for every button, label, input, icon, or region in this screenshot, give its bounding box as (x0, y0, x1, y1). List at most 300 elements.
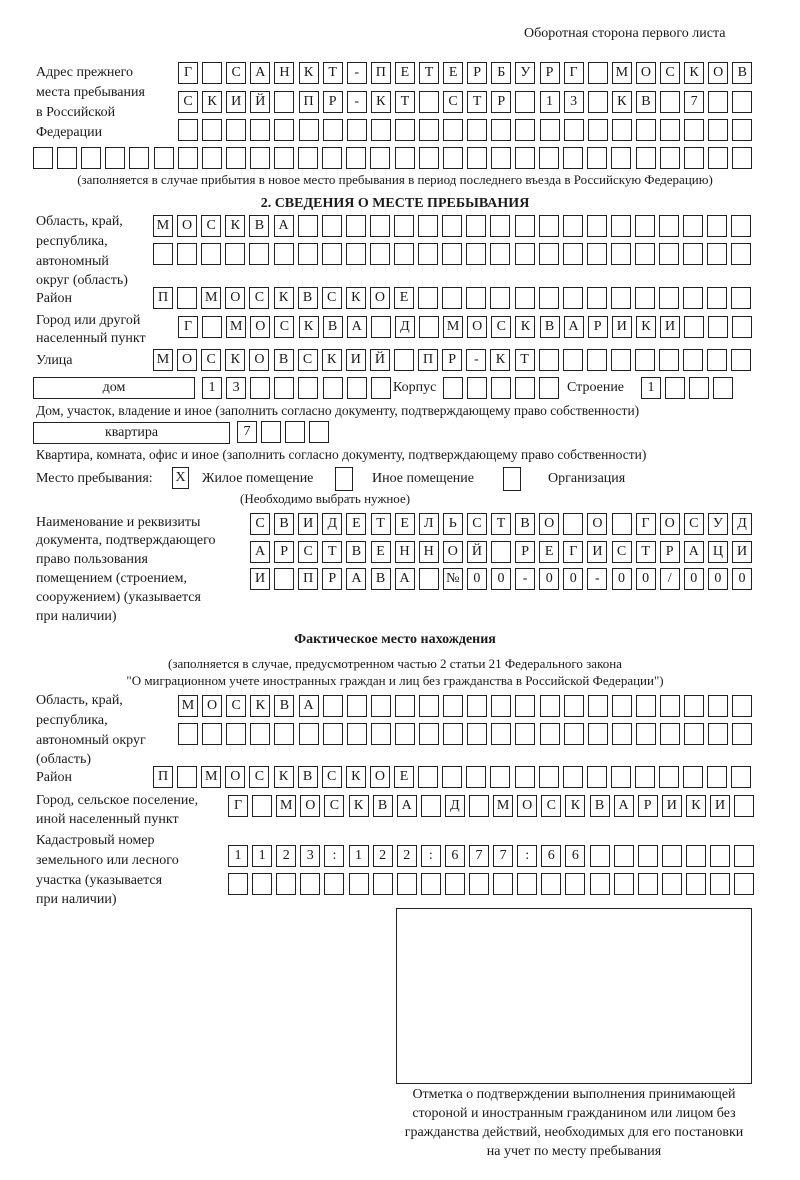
char-cell[interactable] (442, 766, 462, 788)
char-cell[interactable]: О (225, 287, 245, 309)
char-cell[interactable]: У (515, 62, 535, 84)
char-cell[interactable]: Р (660, 541, 680, 563)
char-cell[interactable] (636, 695, 656, 717)
char-cell[interactable] (612, 723, 632, 745)
char-cell[interactable]: О (250, 316, 270, 338)
char-cell[interactable] (153, 243, 173, 265)
char-cell[interactable] (539, 377, 559, 399)
char-cell[interactable]: О (202, 695, 222, 717)
char-cell[interactable]: С (324, 795, 344, 817)
char-cell[interactable]: О (517, 795, 537, 817)
char-cell[interactable] (612, 513, 632, 535)
char-cell[interactable] (539, 766, 559, 788)
char-cell[interactable] (665, 377, 685, 399)
char-cell[interactable] (469, 873, 489, 895)
char-cell[interactable] (635, 215, 655, 237)
char-cell[interactable] (250, 119, 270, 141)
char-cell[interactable] (732, 316, 752, 338)
char-cell[interactable]: - (466, 349, 486, 371)
char-cell[interactable] (660, 147, 680, 169)
char-cell[interactable] (177, 766, 197, 788)
char-cell[interactable]: : (517, 845, 537, 867)
char-cell[interactable]: Е (371, 541, 391, 563)
char-cell[interactable] (611, 766, 631, 788)
char-cell[interactable] (638, 845, 658, 867)
char-cell[interactable] (274, 243, 294, 265)
char-cell[interactable]: Г (228, 795, 248, 817)
char-cell[interactable]: 2 (276, 845, 296, 867)
char-cell[interactable]: 1 (252, 845, 272, 867)
char-cell[interactable] (515, 119, 535, 141)
char-cell[interactable] (539, 349, 559, 371)
char-cell[interactable] (323, 377, 343, 399)
char-cell[interactable] (636, 723, 656, 745)
char-cell[interactable]: П (153, 287, 173, 309)
char-cell[interactable] (419, 568, 439, 590)
char-cell[interactable] (587, 215, 607, 237)
char-cell[interactable] (202, 316, 222, 338)
char-cell[interactable] (202, 62, 222, 84)
char-cell[interactable]: И (662, 795, 682, 817)
char-cell[interactable]: К (346, 766, 366, 788)
char-cell[interactable] (249, 243, 269, 265)
char-cell[interactable] (418, 243, 438, 265)
char-cell[interactable] (708, 695, 728, 717)
char-cell[interactable] (539, 287, 559, 309)
char-cell[interactable]: 0 (539, 568, 559, 590)
char-cell[interactable]: В (540, 316, 560, 338)
char-cell[interactable] (587, 349, 607, 371)
char-cell[interactable]: 2 (397, 845, 417, 867)
char-cell[interactable] (635, 349, 655, 371)
char-cell[interactable]: 0 (467, 568, 487, 590)
char-cell[interactable] (252, 873, 272, 895)
char-cell[interactable] (659, 349, 679, 371)
char-cell[interactable] (394, 243, 414, 265)
char-cell[interactable] (732, 91, 752, 113)
char-cell[interactable]: К (565, 795, 585, 817)
char-cell[interactable] (689, 377, 709, 399)
char-cell[interactable] (226, 723, 246, 745)
char-cell[interactable] (298, 243, 318, 265)
char-cell[interactable]: В (249, 215, 269, 237)
char-cell[interactable]: И (732, 541, 752, 563)
char-cell[interactable]: С (201, 215, 221, 237)
char-cell[interactable] (225, 243, 245, 265)
char-cell[interactable]: В (298, 287, 318, 309)
char-cell[interactable] (710, 873, 730, 895)
char-cell[interactable]: С (612, 541, 632, 563)
char-cell[interactable]: № (443, 568, 463, 590)
char-cell[interactable] (274, 723, 294, 745)
char-cell[interactable] (443, 119, 463, 141)
char-cell[interactable] (565, 873, 585, 895)
char-cell[interactable]: Т (636, 541, 656, 563)
char-cell[interactable]: К (250, 695, 270, 717)
char-cell[interactable] (659, 243, 679, 265)
char-cell[interactable]: М (226, 316, 246, 338)
char-cell[interactable] (540, 119, 560, 141)
char-cell[interactable]: К (274, 766, 294, 788)
char-cell[interactable]: А (395, 568, 415, 590)
char-cell[interactable]: Г (178, 316, 198, 338)
char-cell[interactable] (590, 845, 610, 867)
char-cell[interactable] (419, 91, 439, 113)
char-cell[interactable] (707, 243, 727, 265)
char-cell[interactable]: С (226, 695, 246, 717)
char-cell[interactable]: - (515, 568, 535, 590)
char-cell[interactable] (734, 873, 754, 895)
char-cell[interactable] (563, 215, 583, 237)
char-cell[interactable]: / (660, 568, 680, 590)
char-cell[interactable]: Р (540, 62, 560, 84)
char-cell[interactable] (394, 349, 414, 371)
char-cell[interactable]: С (249, 287, 269, 309)
char-cell[interactable] (539, 147, 559, 169)
char-cell[interactable] (395, 119, 415, 141)
char-cell[interactable]: Е (395, 62, 415, 84)
char-cell[interactable]: О (443, 541, 463, 563)
char-cell[interactable]: 0 (612, 568, 632, 590)
char-cell[interactable]: Г (636, 513, 656, 535)
char-cell[interactable] (300, 873, 320, 895)
char-cell[interactable] (587, 287, 607, 309)
char-cell[interactable]: В (636, 91, 656, 113)
char-cell[interactable]: Р (515, 541, 535, 563)
char-cell[interactable] (660, 695, 680, 717)
char-cell[interactable]: 1 (228, 845, 248, 867)
char-cell[interactable] (419, 723, 439, 745)
char-cell[interactable]: А (397, 795, 417, 817)
char-cell[interactable] (636, 119, 656, 141)
char-cell[interactable] (418, 215, 438, 237)
char-cell[interactable] (684, 316, 704, 338)
stay-option-organization-checkbox[interactable] (503, 467, 521, 491)
char-cell[interactable] (177, 243, 197, 265)
char-cell[interactable]: 7 (493, 845, 513, 867)
char-cell[interactable]: Е (443, 62, 463, 84)
char-cell[interactable]: 6 (445, 845, 465, 867)
char-cell[interactable]: 1 (349, 845, 369, 867)
char-cell[interactable]: С (684, 513, 704, 535)
char-cell[interactable] (491, 119, 511, 141)
char-cell[interactable]: С (178, 91, 198, 113)
char-cell[interactable]: Р (588, 316, 608, 338)
char-cell[interactable] (419, 316, 439, 338)
char-cell[interactable]: Й (467, 541, 487, 563)
char-cell[interactable] (635, 766, 655, 788)
char-cell[interactable]: О (177, 349, 197, 371)
char-cell[interactable]: Т (491, 513, 511, 535)
char-cell[interactable] (684, 119, 704, 141)
char-cell[interactable]: С (298, 349, 318, 371)
char-cell[interactable] (274, 377, 294, 399)
char-cell[interactable] (442, 215, 462, 237)
char-cell[interactable] (564, 723, 584, 745)
char-cell[interactable]: П (371, 62, 391, 84)
char-cell[interactable] (250, 377, 270, 399)
char-cell[interactable] (731, 349, 751, 371)
char-cell[interactable]: 7 (469, 845, 489, 867)
char-cell[interactable] (324, 873, 344, 895)
char-cell[interactable]: 2 (373, 845, 393, 867)
char-cell[interactable]: М (612, 62, 632, 84)
char-cell[interactable]: Д (445, 795, 465, 817)
char-cell[interactable] (370, 243, 390, 265)
char-cell[interactable] (371, 723, 391, 745)
char-cell[interactable] (683, 766, 703, 788)
char-cell[interactable] (708, 316, 728, 338)
stay-option-other-checkbox[interactable] (335, 467, 353, 491)
char-cell[interactable]: Д (322, 513, 342, 535)
char-cell[interactable]: К (202, 91, 222, 113)
char-cell[interactable]: С (467, 513, 487, 535)
char-cell[interactable] (274, 91, 294, 113)
char-cell[interactable] (274, 119, 294, 141)
char-cell[interactable]: В (373, 795, 393, 817)
char-cell[interactable]: Е (394, 766, 414, 788)
char-cell[interactable]: Т (395, 91, 415, 113)
char-cell[interactable]: К (349, 795, 369, 817)
char-cell[interactable]: Р (467, 62, 487, 84)
char-cell[interactable]: - (587, 568, 607, 590)
char-cell[interactable] (611, 243, 631, 265)
char-cell[interactable] (515, 287, 535, 309)
char-cell[interactable] (683, 215, 703, 237)
char-cell[interactable]: 0 (708, 568, 728, 590)
char-cell[interactable] (226, 147, 246, 169)
char-cell[interactable]: Б (491, 62, 511, 84)
char-cell[interactable]: А (564, 316, 584, 338)
char-cell[interactable]: Р (491, 91, 511, 113)
char-cell[interactable] (466, 766, 486, 788)
char-cell[interactable] (683, 243, 703, 265)
char-cell[interactable] (298, 147, 318, 169)
char-cell[interactable] (418, 766, 438, 788)
char-cell[interactable] (707, 766, 727, 788)
char-cell[interactable]: Р (442, 349, 462, 371)
char-cell[interactable]: Д (395, 316, 415, 338)
char-cell[interactable] (515, 147, 535, 169)
char-cell[interactable] (563, 349, 583, 371)
char-cell[interactable] (491, 541, 511, 563)
char-cell[interactable]: А (250, 541, 270, 563)
char-cell[interactable]: Л (419, 513, 439, 535)
char-cell[interactable] (708, 147, 728, 169)
char-cell[interactable]: 0 (491, 568, 511, 590)
char-cell[interactable]: Р (322, 568, 342, 590)
char-cell[interactable] (81, 147, 101, 169)
char-cell[interactable]: С (322, 766, 342, 788)
char-cell[interactable]: Т (371, 513, 391, 535)
char-cell[interactable] (322, 215, 342, 237)
char-cell[interactable]: А (346, 568, 366, 590)
char-cell[interactable]: А (614, 795, 634, 817)
char-cell[interactable]: А (250, 62, 270, 84)
char-cell[interactable] (708, 723, 728, 745)
char-cell[interactable] (515, 215, 535, 237)
char-cell[interactable] (346, 147, 366, 169)
char-cell[interactable] (421, 795, 441, 817)
char-cell[interactable]: 1 (540, 91, 560, 113)
char-cell[interactable] (660, 723, 680, 745)
char-cell[interactable] (707, 349, 727, 371)
char-cell[interactable] (323, 119, 343, 141)
char-cell[interactable]: О (370, 287, 390, 309)
char-cell[interactable] (346, 243, 366, 265)
char-cell[interactable]: - (347, 91, 367, 113)
char-cell[interactable]: Н (274, 62, 294, 84)
char-cell[interactable]: И (660, 316, 680, 338)
char-cell[interactable]: О (660, 513, 680, 535)
char-cell[interactable] (708, 119, 728, 141)
char-cell[interactable]: Е (394, 287, 414, 309)
char-cell[interactable]: К (299, 316, 319, 338)
char-cell[interactable] (515, 91, 535, 113)
char-cell[interactable] (614, 873, 634, 895)
char-cell[interactable]: В (515, 513, 535, 535)
char-cell[interactable]: 3 (300, 845, 320, 867)
char-cell[interactable]: Р (638, 795, 658, 817)
char-cell[interactable] (587, 766, 607, 788)
char-cell[interactable] (178, 723, 198, 745)
char-cell[interactable] (373, 873, 393, 895)
char-cell[interactable] (443, 377, 463, 399)
char-cell[interactable] (611, 215, 631, 237)
char-cell[interactable] (686, 873, 706, 895)
char-cell[interactable] (662, 873, 682, 895)
char-cell[interactable]: 1 (202, 377, 222, 399)
char-cell[interactable]: М (201, 766, 221, 788)
char-cell[interactable]: С (274, 316, 294, 338)
char-cell[interactable] (731, 243, 751, 265)
char-cell[interactable]: 0 (732, 568, 752, 590)
char-cell[interactable] (659, 287, 679, 309)
char-cell[interactable]: 1 (641, 377, 661, 399)
char-cell[interactable]: К (636, 316, 656, 338)
char-cell[interactable] (394, 215, 414, 237)
char-cell[interactable] (178, 119, 198, 141)
char-cell[interactable]: С (226, 62, 246, 84)
char-cell[interactable] (285, 421, 305, 443)
char-cell[interactable]: : (421, 845, 441, 867)
char-cell[interactable] (298, 377, 318, 399)
char-cell[interactable] (274, 568, 294, 590)
char-cell[interactable]: 7 (684, 91, 704, 113)
char-cell[interactable]: В (274, 695, 294, 717)
char-cell[interactable]: М (153, 349, 173, 371)
char-cell[interactable] (611, 349, 631, 371)
char-cell[interactable]: О (370, 766, 390, 788)
char-cell[interactable] (635, 243, 655, 265)
char-cell[interactable]: 0 (563, 568, 583, 590)
char-cell[interactable] (614, 845, 634, 867)
char-cell[interactable] (467, 147, 487, 169)
char-cell[interactable]: Г (564, 62, 584, 84)
char-cell[interactable]: Н (395, 541, 415, 563)
char-cell[interactable]: О (177, 215, 197, 237)
char-cell[interactable]: О (539, 513, 559, 535)
char-cell[interactable] (490, 243, 510, 265)
char-cell[interactable] (299, 119, 319, 141)
char-cell[interactable] (202, 147, 222, 169)
char-cell[interactable] (732, 695, 752, 717)
char-cell[interactable]: Е (395, 513, 415, 535)
char-cell[interactable] (349, 873, 369, 895)
char-cell[interactable] (395, 695, 415, 717)
char-cell[interactable]: А (347, 316, 367, 338)
char-cell[interactable]: О (300, 795, 320, 817)
char-cell[interactable] (732, 119, 752, 141)
char-cell[interactable] (515, 243, 535, 265)
char-cell[interactable] (563, 147, 583, 169)
char-cell[interactable] (731, 766, 751, 788)
char-cell[interactable] (228, 873, 248, 895)
char-cell[interactable]: Т (467, 91, 487, 113)
char-cell[interactable] (371, 377, 391, 399)
char-cell[interactable]: С (541, 795, 561, 817)
char-cell[interactable] (636, 147, 656, 169)
char-cell[interactable] (347, 119, 367, 141)
char-cell[interactable] (177, 287, 197, 309)
char-cell[interactable] (443, 695, 463, 717)
char-cell[interactable] (611, 147, 631, 169)
char-cell[interactable]: Ц (708, 541, 728, 563)
char-cell[interactable]: С (250, 513, 270, 535)
char-cell[interactable]: : (324, 845, 344, 867)
char-cell[interactable]: П (299, 91, 319, 113)
char-cell[interactable]: Е (346, 513, 366, 535)
char-cell[interactable]: В (590, 795, 610, 817)
char-cell[interactable] (322, 243, 342, 265)
char-cell[interactable]: И (250, 568, 270, 590)
char-cell[interactable]: Т (419, 62, 439, 84)
char-cell[interactable] (467, 377, 487, 399)
char-cell[interactable] (371, 316, 391, 338)
char-cell[interactable]: О (225, 766, 245, 788)
char-cell[interactable]: С (201, 349, 221, 371)
char-cell[interactable] (541, 873, 561, 895)
char-cell[interactable]: О (636, 62, 656, 84)
char-cell[interactable] (466, 287, 486, 309)
char-cell[interactable]: К (371, 91, 391, 113)
char-cell[interactable]: У (708, 513, 728, 535)
char-cell[interactable] (202, 119, 222, 141)
char-cell[interactable] (491, 695, 511, 717)
char-cell[interactable] (686, 845, 706, 867)
char-cell[interactable] (683, 349, 703, 371)
char-cell[interactable]: И (226, 91, 246, 113)
char-cell[interactable]: 3 (564, 91, 584, 113)
char-cell[interactable] (732, 147, 752, 169)
char-cell[interactable]: М (493, 795, 513, 817)
char-cell[interactable] (563, 243, 583, 265)
char-cell[interactable] (467, 723, 487, 745)
char-cell[interactable]: 6 (565, 845, 585, 867)
char-cell[interactable] (588, 62, 608, 84)
char-cell[interactable]: Т (322, 541, 342, 563)
char-cell[interactable]: П (418, 349, 438, 371)
char-cell[interactable] (466, 243, 486, 265)
char-cell[interactable] (662, 845, 682, 867)
char-cell[interactable]: В (323, 316, 343, 338)
char-cell[interactable] (371, 119, 391, 141)
char-cell[interactable]: К (274, 287, 294, 309)
char-cell[interactable]: Г (178, 62, 198, 84)
char-cell[interactable] (226, 119, 246, 141)
char-cell[interactable] (660, 119, 680, 141)
char-cell[interactable]: Т (515, 349, 535, 371)
